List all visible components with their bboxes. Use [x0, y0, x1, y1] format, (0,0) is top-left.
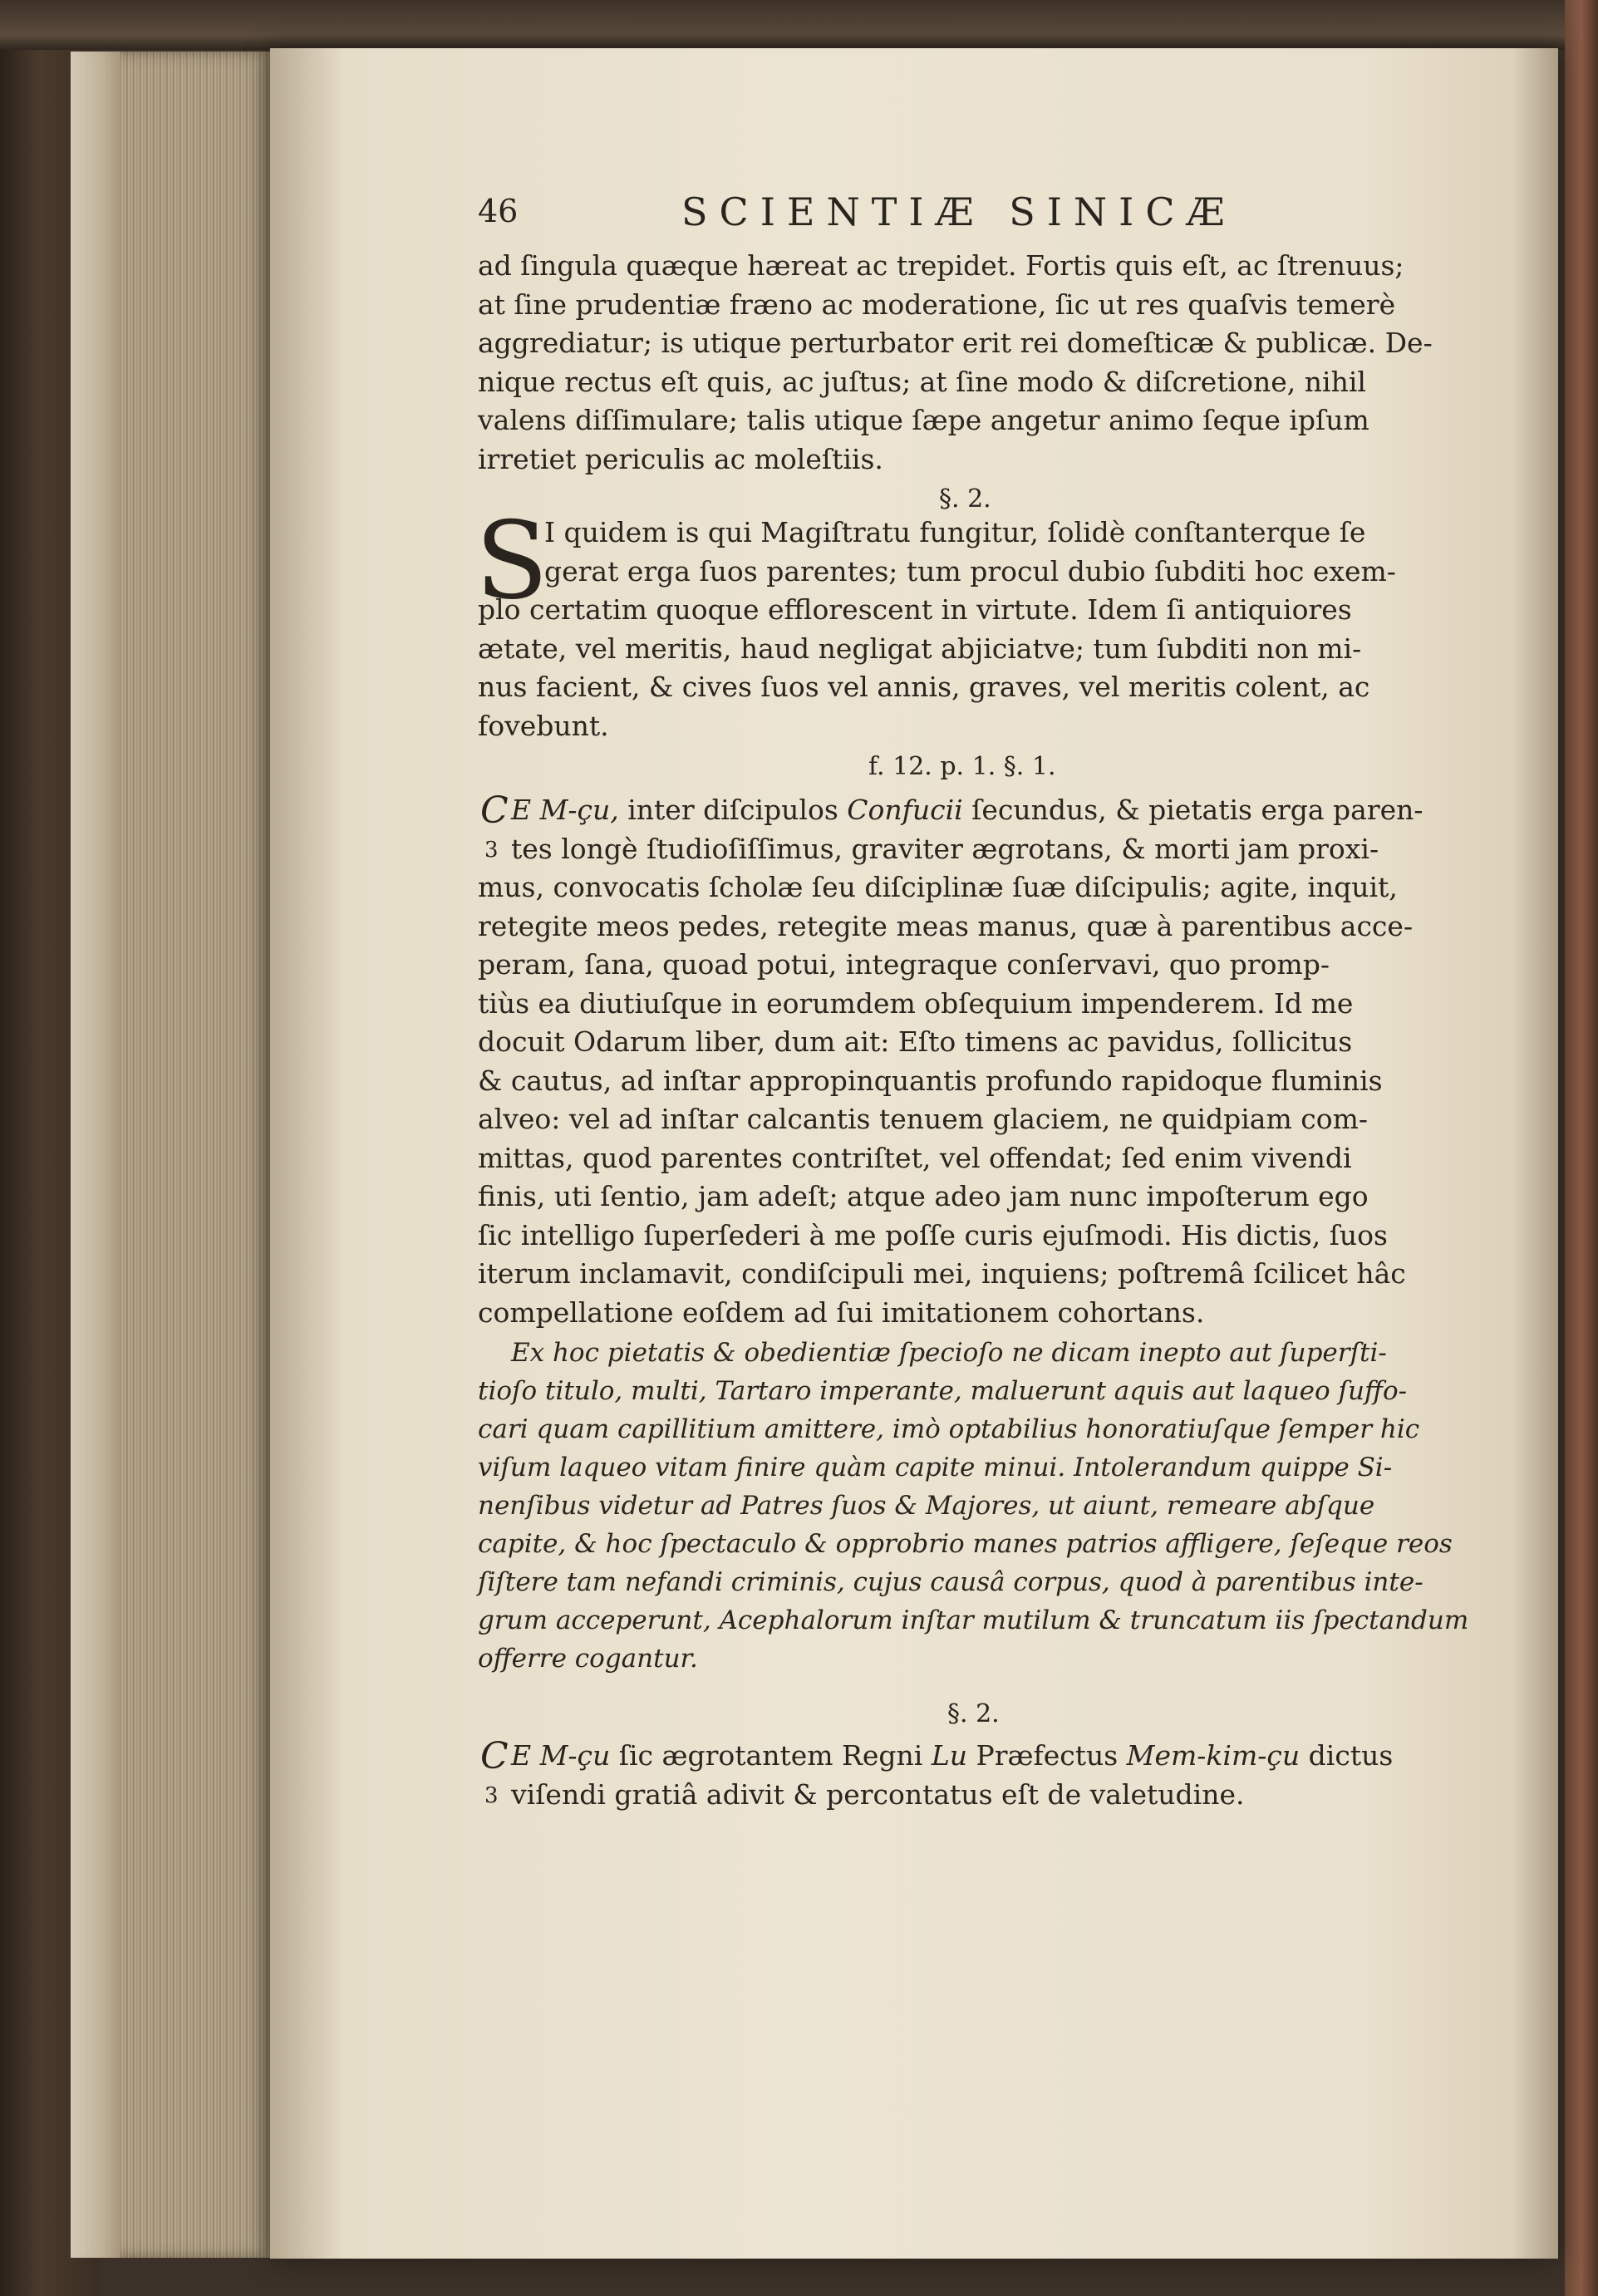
text-line: capite, & hoc ſpectaculo & opprobrio manes patrios affligere, ſeſeque reos — [478, 1529, 1453, 1559]
source-reference: f. 12. p. 1. §. 1. — [868, 752, 1056, 781]
book-cover-edge — [1565, 0, 1598, 2296]
paragraph-dropcap-lines — [544, 514, 1454, 591]
text-line: I quidem is qui Magiſtratu fungitur, ſolidè conſtanterque ſe — [544, 516, 1366, 548]
initial-mark: C — [480, 1735, 509, 1777]
text-line: offerre cogantur. — [478, 1644, 698, 1674]
text-line: ſic intelligo ſuperſederi à me poſſe curis ejuſmodi. His dictis, ſuos — [478, 1218, 1388, 1251]
text-line: viſendi gratiâ adivit & percontatus eſt de valetudine. — [511, 1777, 1245, 1811]
page-edge-shadow — [1512, 48, 1558, 2259]
text-line: alveo: vel ad inſtar calcantis tenuem glaciem, ne quidpiam com- — [478, 1103, 1369, 1135]
text-line: aggrediatur; is utique perturbator erit rei domeſticæ & publicæ. De- — [478, 327, 1433, 359]
text-line: iterum inclamavit, condiſcipuli mei, inquiens; poſtremâ ſcilicet hâc — [478, 1257, 1406, 1290]
text-line: tes longè ſtudioſiſſimus, graviter ægrotans, & morti jam proxi- — [511, 832, 1379, 865]
text-line: nus facient, & cives ſuos vel annis, graves, vel meritis colent, ac — [478, 671, 1370, 703]
text-line: finis, uti ſentio, jam adeſt; atque adeo jam nunc impoſterum ego — [478, 1180, 1369, 1212]
page-number: 46 — [478, 193, 519, 229]
text-line: nenſibus videtur ad Patres ſuos & Majores, ut aiunt, remeare abſque — [478, 1491, 1375, 1521]
text-line: mus, convocatis ſcholæ ſeu diſciplinæ ſuæ diſcipulis; agite, inquit, — [478, 871, 1398, 903]
text-fragment: inter diſcipulos — [618, 794, 848, 826]
text-line: & cautus, ad inſtar appropinquantis profundo rapidoque fluminis — [478, 1064, 1383, 1097]
text-line: peram, ſana, quoad potui, integraque conſervavi, quo promp- — [478, 948, 1330, 981]
paragraph-first-line — [511, 791, 1454, 868]
section-mark: §. 2. — [947, 1699, 1000, 1728]
initial-subscript: 3 — [484, 838, 499, 863]
text-line: plo certatim quoque efflorescent in virtute. Idem ſi antiquiores — [478, 593, 1352, 626]
text-line: tiùs ea diutiuſque in eorumdem obſequium impenderem. Id me — [478, 986, 1354, 1020]
text-line: viſum laqueo vitam finire quàm capite minui. Intolerandum quippe Si- — [478, 1453, 1393, 1482]
paragraph-closing — [511, 1737, 1454, 1814]
text-line: compellatione eoſdem ad ſui imitationem cohortans. — [478, 1295, 1205, 1329]
text-line: cari quam capillitium amittere, imò optabilius honoratiuſque ſemper hic — [478, 1414, 1420, 1444]
text-line: fovebunt. — [478, 709, 609, 742]
text-fragment: ſecundus, & pietatis erga paren- — [962, 794, 1423, 826]
text-line: retegite meos pedes, retegite meas manus, quæ à parentibus acce- — [478, 909, 1414, 942]
section-mark: §. 2. — [939, 484, 991, 514]
paragraph-cem-cu — [478, 868, 1454, 1332]
text-fragment: dictus — [1300, 1739, 1394, 1772]
text-line: docuit Odarum liber, dum ait: Eſto timens ac pavidus, ſollicitus — [478, 1025, 1353, 1058]
initial-mark: C — [480, 789, 509, 832]
book-top-binding — [0, 0, 1598, 50]
proper-name: Confucii — [847, 794, 963, 826]
text-line: grum acceperunt, Acephalorum inſtar mutilum & truncatum iis ſpectandum — [478, 1605, 1469, 1635]
text-line: Ex hoc pietatis & obedientiæ ſpecioſo ne dicam inepto aut ſuperſti- — [511, 1338, 1387, 1368]
running-title: SCIENTIÆ SINICÆ — [681, 189, 1237, 234]
paragraph-filial-piety — [478, 591, 1454, 745]
gutter-shadow — [270, 48, 345, 2259]
text-line: ætate, vel meritis, haud negligat abjiciatve; tum ſubditi non mi- — [478, 632, 1362, 665]
page-edge-highlight — [71, 52, 120, 2258]
initial-subscript: 3 — [484, 1783, 499, 1808]
text-line: nique rectus eſt quis, ac juſtus; at ſine modo & diſcretione, nihil — [478, 365, 1366, 398]
text-line: mittas, quod parentes contriſtet, vel offendat; ſed enim vivendi — [478, 1141, 1352, 1174]
text-line — [511, 1737, 1454, 1776]
drop-cap: S — [475, 499, 548, 623]
text-line: ſiſtere tam nefandi criminis, cujus causâ corpus, quod à parentibus inte- — [478, 1567, 1423, 1597]
paragraph-continuation — [478, 247, 1454, 479]
text-line — [511, 791, 1454, 830]
text-line: ad ſingula quæque hæreat ac trepidet. Fortis quis eſt, ac ſtrenuus; — [478, 249, 1404, 282]
text-line: irretiet periculis ac moleſtiis. — [478, 442, 883, 475]
text-line: tioſo titulo, multi, Tartaro imperante, maluerunt aquis aut laqueo ſuffo- — [478, 1376, 1408, 1406]
text-fragment: Præfectus — [967, 1739, 1127, 1772]
text-line: gerat erga ſuos parentes; tum procul dubio ſubditi hoc exem- — [544, 554, 1396, 588]
proper-name: E M-çu — [511, 1739, 611, 1772]
commentary-italic — [478, 1334, 1469, 1678]
text-line: at ſine prudentiæ fræno ac moderatione, ſic ut res quaſvis temerè — [478, 288, 1396, 321]
proper-name: E M-çu, — [511, 794, 619, 826]
text-line: valens diſſimulare; talis utique ſæpe angetur animo ſeque ipſum — [478, 404, 1369, 436]
proper-name: Lu — [931, 1739, 968, 1772]
text-fragment: ſic ægrotantem Regni — [610, 1739, 932, 1772]
proper-name: Mem-kim-çu — [1126, 1739, 1301, 1772]
